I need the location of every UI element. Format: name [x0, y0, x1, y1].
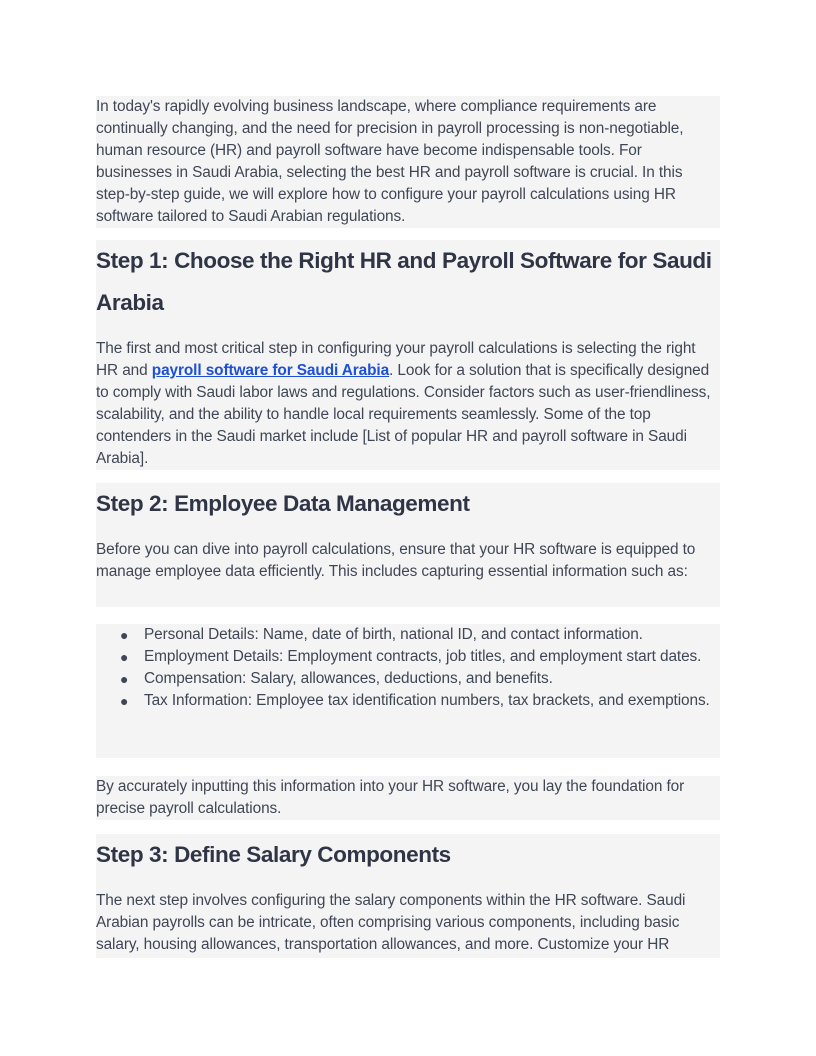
employee-data-list — [96, 624, 720, 712]
step1-section — [96, 240, 720, 470]
list-item: ● Employment Details: Employment contracts, job titles, and employment start dates. — [96, 646, 720, 668]
intro-paragraph: In today's rapidly evolving business landscape, where compliance requirements are continually changing, and the need for precision in payroll processing is non-negotiable, human resource (HR) and payroll software have become indispensable tools. For businesses in Saudi Arabia, selecting the best HR and payroll software is crucial. In this step-by-step guide, we will explore how to configure your payroll calculations using HR software tailored to Saudi Arabian regulations. — [96, 98, 684, 225]
intro-section — [96, 96, 720, 228]
step1-paragraph — [96, 338, 720, 470]
step3-section — [96, 834, 720, 958]
step3-paragraph: The next step involves configuring the salary components within the HR software. Saudi Arabian payrolls can be intricate, often comprising various components, including basic salary, housing allowances, transportation allowances, and more. Customize your HR — [96, 892, 686, 953]
step2-bullet-list-section — [96, 624, 720, 758]
list-item: ● Tax Information: Employee tax identification numbers, tax brackets, and exemptions. — [96, 690, 720, 712]
step1-text-after-link: . Look for a solution that is specifically designed to comply with Saudi labor laws and regulations. Consider factors such as user-friendliness, scalability, and the ability to handle local requirements seamlessly. Some of the top contenders in the Saudi market include [List of popular HR and payroll software in Saudi Arabia]. — [96, 362, 711, 467]
list-item: ● Personal Details: Name, date of birth, national ID, and contact information. — [96, 624, 720, 646]
step2-section — [96, 483, 720, 607]
list-item: ● Compensation: Salary, allowances, deductions, and benefits. — [96, 668, 720, 690]
step2-closing-paragraph: By accurately inputting this information into your HR software, you lay the foundation for precise payroll calculations. — [96, 778, 685, 817]
step2-closing-section — [96, 776, 720, 820]
step2-paragraph: Before you can dive into payroll calculations, ensure that your HR software is equipped to manage employee data efficiently. This includes capturing essential information such as: — [96, 541, 696, 580]
step1-heading: Step 1: Choose the Right HR and Payroll Software for Saudi Arabia — [96, 248, 712, 315]
bullet-icon: ● — [120, 671, 129, 687]
bullet-icon: ● — [120, 649, 129, 665]
bullet-icon: ● — [120, 627, 129, 643]
payroll-software-link[interactable]: payroll software for Saudi Arabia — [151, 362, 390, 379]
bullet-icon: ● — [120, 693, 129, 709]
step1-text-before-link: The first and most critical step in configuring your payroll calculations is selecting the right HR and — [96, 340, 696, 379]
step3-heading: Step 3: Define Salary Components — [96, 842, 451, 867]
step2-heading: Step 2: Employee Data Management — [96, 491, 470, 516]
